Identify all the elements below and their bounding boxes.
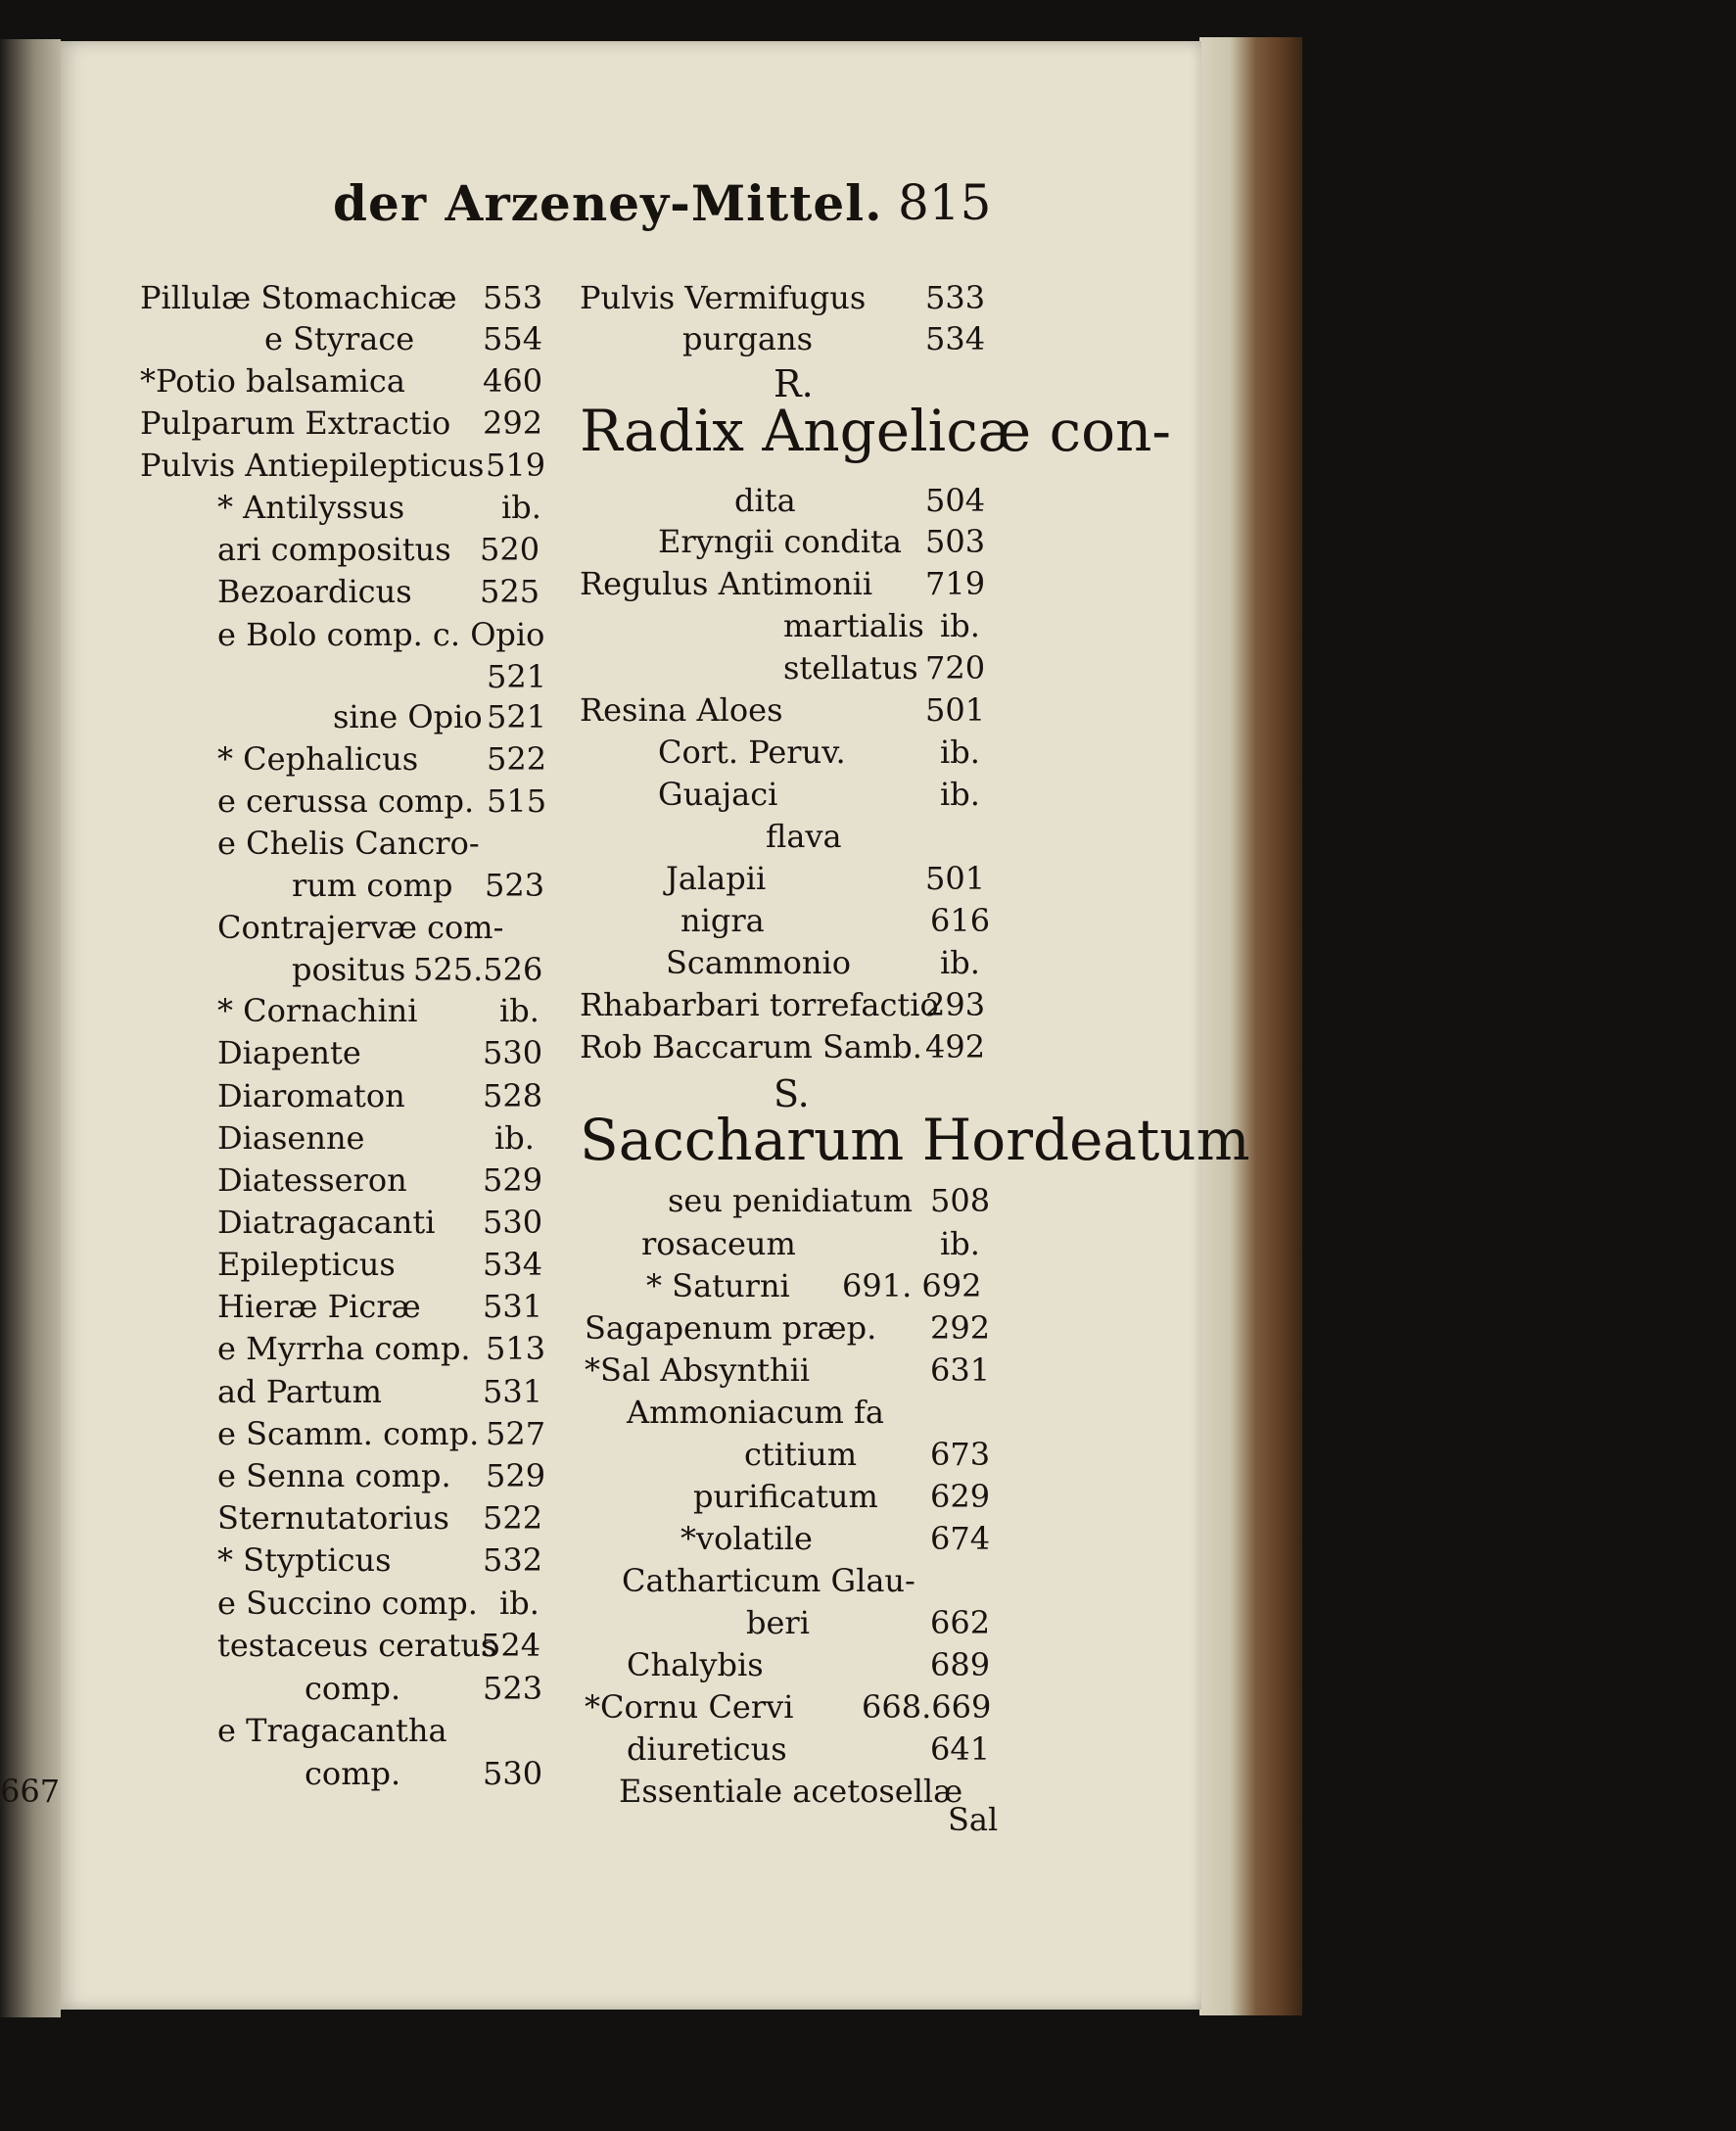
- right-column-entry-text: ctitium: [744, 1436, 858, 1473]
- right-column-entry-page: ib.: [940, 734, 980, 771]
- right-column-entry-text: Jalapii: [666, 860, 767, 897]
- left-column-entry-page: ib.: [494, 1119, 535, 1157]
- left-column-entry-text: Diatragacanti: [217, 1204, 436, 1241]
- left-column-entry-page: 525: [480, 573, 540, 610]
- left-column-entry-page: 522: [483, 1499, 543, 1537]
- right-column-entry-page: ib.: [940, 607, 980, 644]
- left-column-entry-page: 530: [483, 1204, 543, 1241]
- left-column-entry-text: * Cornachini: [217, 992, 418, 1029]
- left-column-entry-text: e Chelis Cancro-: [217, 825, 480, 862]
- right-column-entry-text: Guajaci: [658, 776, 778, 813]
- left-column-entry-text: e Bolo comp. c. Opio: [217, 616, 545, 653]
- right-column-entry-text: Chalybis: [627, 1646, 764, 1683]
- right-column-entry-text: beri: [746, 1604, 810, 1641]
- left-column-entry-text: e Myrrha comp.: [217, 1330, 471, 1367]
- right-column-entry-text: Saccharum Hordeatum: [580, 1107, 1250, 1173]
- left-column-entry-text: ari compositus: [217, 531, 451, 568]
- left-column-entry-page: 524: [481, 1627, 541, 1664]
- right-column-entry-text: nigra: [680, 902, 765, 939]
- left-column-entry-page: 528: [483, 1077, 543, 1114]
- right-column-entry-page: 503: [925, 523, 986, 560]
- left-column-entry-text: Epilepticus: [217, 1246, 396, 1283]
- right-column-entry-text: Cort. Peruv.: [658, 734, 846, 771]
- right-column-entry-page: 662: [930, 1604, 991, 1641]
- left-column-entry-text: Diatesseron: [217, 1161, 407, 1199]
- right-column-entry-page: ib.: [940, 1225, 980, 1262]
- left-column-entry-page: 525.526: [413, 951, 543, 988]
- book-page: [61, 41, 1201, 2010]
- right-column-entry-text: Scammonio: [666, 944, 851, 981]
- facing-page-edge: [0, 39, 61, 2017]
- right-column-entry-page: 501: [925, 860, 986, 897]
- right-column-entry-page: 492: [925, 1028, 986, 1066]
- right-column-entry-text: *volatile: [680, 1520, 813, 1557]
- left-column-entry-text: Bezoardicus: [217, 573, 412, 610]
- right-column-entry-page: 674: [930, 1520, 991, 1557]
- right-column-entry-page: 534: [925, 320, 986, 357]
- left-column-entry-page: 529: [486, 1457, 546, 1494]
- left-column-entry-page: ib.: [501, 489, 541, 526]
- left-column-entry-page: 553: [483, 279, 543, 316]
- right-column-entry-text: * Saturni: [646, 1267, 790, 1304]
- right-column-entry-text: dita: [734, 482, 796, 519]
- right-column-entry-text: flava: [766, 818, 842, 855]
- right-column-entry-page: 631: [930, 1351, 991, 1389]
- catchword: Sal: [948, 1801, 999, 1838]
- left-column-entry-text: comp.: [305, 1670, 401, 1707]
- left-column-entry-text: e Senna comp.: [217, 1457, 451, 1494]
- left-column-entry-text: Hieræ Picræ: [217, 1288, 421, 1325]
- left-column-entry-text: rum comp: [292, 867, 453, 904]
- right-column-entry-page: 667: [0, 1773, 61, 1810]
- left-column-entry-page: 521: [487, 658, 547, 695]
- left-column-entry-page: 521: [487, 698, 547, 735]
- left-column-entry-text: e Succino comp.: [217, 1585, 478, 1622]
- page-number: 815: [898, 174, 992, 231]
- right-column-entry-text: Ammoniacum fa: [627, 1394, 884, 1431]
- left-column-entry-page: 531: [483, 1288, 543, 1325]
- right-column-entry-page: 501: [925, 691, 986, 729]
- right-column-entry-page: 641: [930, 1730, 991, 1768]
- left-column-entry-page: ib.: [499, 1585, 540, 1622]
- left-column-entry-page: 513: [486, 1330, 546, 1367]
- left-column-entry-text: e Styrace: [264, 320, 415, 357]
- left-column-entry-page: 519: [486, 447, 546, 484]
- right-column-entry-text: R.: [774, 362, 814, 405]
- right-column-entry-page: ib.: [940, 776, 980, 813]
- right-column-entry-text: Essentiale acetosellæ: [619, 1773, 963, 1810]
- left-column-entry-text: e Tragacantha: [217, 1712, 447, 1749]
- right-column-entry-text: Resina Aloes: [580, 691, 783, 729]
- right-column-entry-page: 629: [930, 1478, 991, 1515]
- left-column-entry-page: 515: [487, 782, 547, 820]
- right-column-entry-text: Rob Baccarum Samb.: [580, 1028, 922, 1066]
- right-column-entry-page: 673: [930, 1436, 991, 1473]
- right-column-entry-text: Regulus Antimonii: [580, 565, 873, 602]
- right-column-entry-page: 292: [930, 1309, 991, 1347]
- right-column-entry-page: 719: [925, 565, 986, 602]
- left-column-entry-page: 522: [487, 740, 547, 778]
- right-column-entry-text: Rhabarbari torrefactio: [580, 986, 939, 1023]
- right-column-entry-text: diureticus: [627, 1730, 787, 1768]
- left-column-entry-page: ib.: [499, 992, 540, 1029]
- left-column-entry-text: *Potio balsamica: [140, 362, 405, 400]
- right-column-entry-page: 720: [925, 649, 986, 687]
- right-column-entry-text: rosaceum: [641, 1225, 796, 1262]
- left-column-entry-text: ad Partum: [217, 1373, 383, 1410]
- left-column-entry-page: 460: [483, 362, 543, 400]
- left-column-entry-page: 292: [483, 404, 543, 442]
- right-column-entry-text: martialis: [783, 607, 924, 644]
- right-column-entry-text: purgans: [682, 320, 813, 357]
- right-column-entry-text: Sagapenum præp.: [585, 1309, 877, 1347]
- running-head: der Arzeney-Mittel.: [333, 174, 883, 232]
- left-column-entry-text: Diasenne: [217, 1119, 365, 1157]
- right-column-entry-text: Radix Angelicæ con-: [580, 398, 1171, 464]
- left-column-entry-page: 554: [483, 320, 543, 357]
- right-column-entry-text: purificatum: [693, 1478, 878, 1515]
- right-column-entry-page: ib.: [940, 944, 980, 981]
- right-column-entry-text: *Sal Absynthii: [585, 1351, 811, 1389]
- left-column-entry-text: positus: [292, 951, 406, 988]
- left-column-entry-text: testaceus ceratus: [217, 1627, 497, 1664]
- left-column-entry-text: comp.: [305, 1755, 401, 1792]
- left-column-entry-text: Pulparum Extractio: [140, 404, 451, 442]
- left-column-entry-page: 531: [483, 1373, 543, 1410]
- right-column-entry-page: 691. 692: [842, 1267, 982, 1304]
- left-column-entry-text: sine Opio: [333, 698, 483, 735]
- book-fore-edge: [1199, 37, 1302, 2015]
- left-column-entry-page: 529: [483, 1161, 543, 1199]
- left-column-entry-text: e cerussa comp.: [217, 782, 475, 820]
- right-column-entry-page: 668.669: [862, 1688, 992, 1726]
- left-column-entry-text: * Antilyssus: [217, 489, 405, 526]
- left-column-entry-text: Pulvis Antiepilepticus: [140, 447, 485, 484]
- right-column-entry-text: Catharticum Glau-: [622, 1562, 915, 1599]
- left-column-entry-page: 530: [483, 1034, 543, 1071]
- left-column-entry-page: 523: [483, 1670, 543, 1707]
- left-column-entry-text: * Cephalicus: [217, 740, 419, 778]
- right-column-entry-page: 293: [925, 986, 986, 1023]
- left-column-entry-text: Contrajervæ com-: [217, 909, 504, 946]
- right-column-entry-text: *Cornu Cervi: [585, 1688, 794, 1726]
- right-column-entry-page: 504: [925, 482, 986, 519]
- left-column-entry-page: 523: [485, 867, 545, 904]
- left-column-entry-text: Sternutatorius: [217, 1499, 449, 1537]
- left-column-entry-page: 534: [483, 1246, 543, 1283]
- left-column-entry-text: Diapente: [217, 1034, 361, 1071]
- left-column-entry-page: 532: [483, 1541, 543, 1579]
- right-column-entry-page: 689: [930, 1646, 991, 1683]
- left-column-entry-page: 520: [480, 531, 540, 568]
- right-column-entry-page: 508: [930, 1182, 991, 1219]
- right-column-entry-text: S.: [774, 1072, 810, 1115]
- left-column-entry-text: Diaromaton: [217, 1077, 405, 1114]
- right-column-entry-text: seu penidiatum: [668, 1182, 914, 1219]
- right-column-entry-text: Pulvis Vermifugus: [580, 279, 867, 316]
- left-column-entry-text: e Scamm. comp.: [217, 1415, 480, 1452]
- left-column-entry-page: 530: [483, 1755, 543, 1792]
- left-column-entry-text: Pillulæ Stomachicæ: [140, 279, 457, 316]
- left-column-entry-page: 527: [486, 1415, 546, 1452]
- right-column-entry-page: 533: [925, 279, 986, 316]
- right-column-entry-text: stellatus: [783, 649, 918, 687]
- right-column-entry-page: 616: [930, 902, 991, 939]
- left-column-entry-text: * Stypticus: [217, 1541, 392, 1579]
- right-column-entry-text: Eryngii condita: [658, 523, 902, 560]
